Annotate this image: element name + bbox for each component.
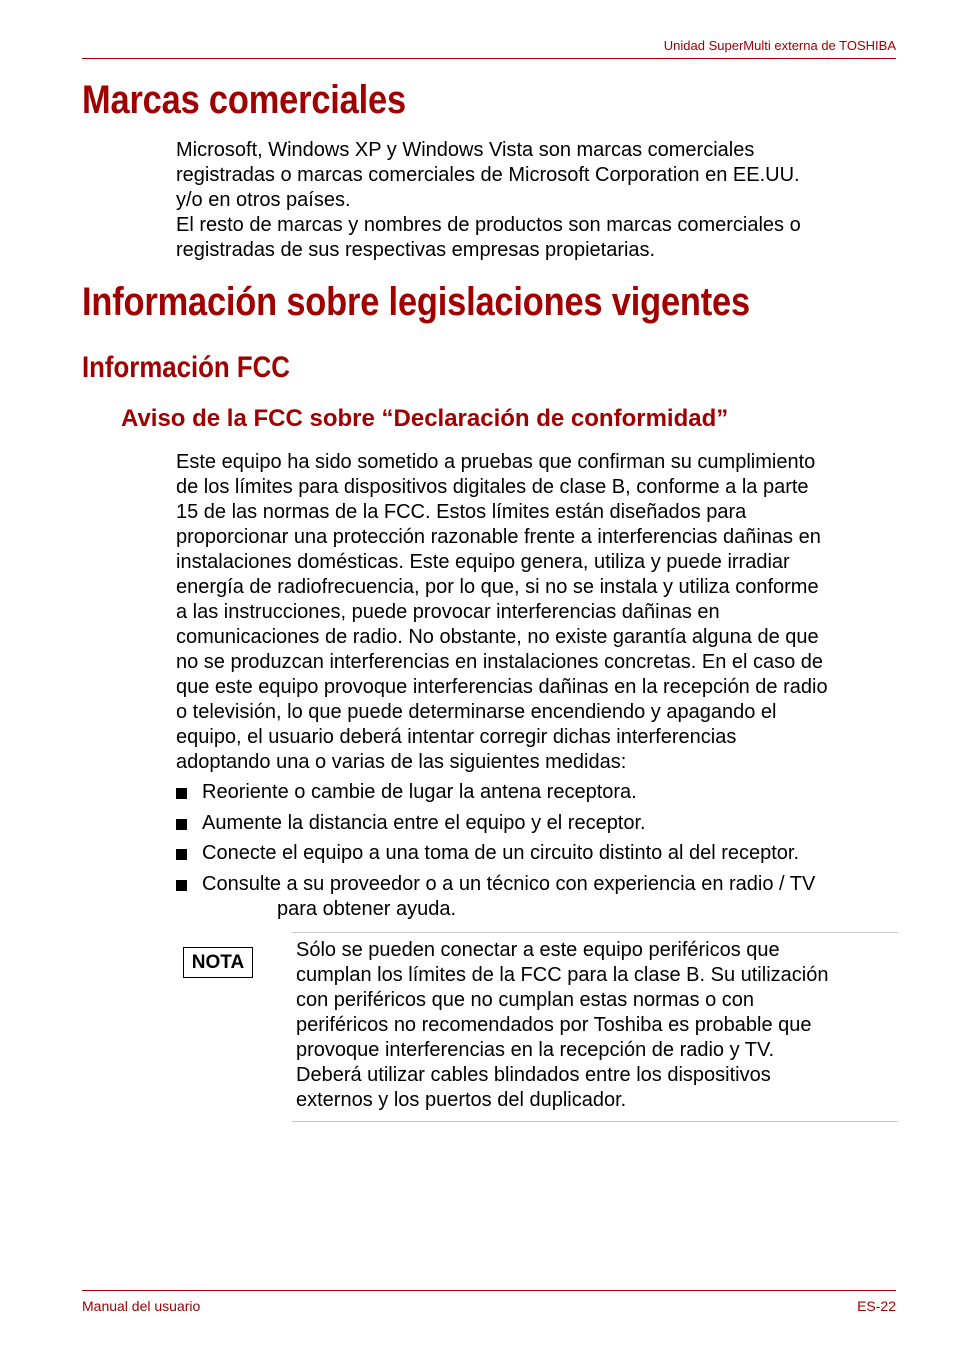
text-line: provoque interferencias en la recepción de radio y TV. — [296, 1039, 775, 1061]
text-line: de los límites para dispositivos digitales de clase B, conforme a la parte — [176, 476, 809, 498]
subsection-title-fcc: Información FCC — [82, 351, 290, 384]
notice-title: Aviso de la FCC sobre “Declaración de conformidad” — [121, 405, 729, 432]
list-item-text: Consulte a su proveedor o a un técnico con experiencia en radio / TV — [202, 872, 816, 895]
bullet-square-icon — [176, 819, 187, 830]
bullet-square-icon — [176, 880, 187, 891]
text-line: Microsoft, Windows XP y Windows Vista son marcas comerciales — [176, 139, 755, 161]
section-title-regulatory: Información sobre legislaciones vigentes — [82, 280, 750, 324]
text-line: cumplan los límites de la FCC para la clase B. Su utilización — [296, 964, 829, 986]
text-line: externos y los puertos del duplicador. — [296, 1089, 627, 1111]
list-item-continuation: para obtener ayuda. — [277, 897, 457, 920]
note-bottom-rule — [292, 1121, 898, 1122]
list-item-text: Conecte el equipo a una toma de un circuito distinto al del receptor. — [202, 842, 800, 864]
trademarks-paragraph — [176, 138, 898, 263]
text-line: periféricos no recomendados por Toshiba es probable que — [296, 1014, 812, 1036]
text-line: no se produzcan interferencias en instalaciones concretas. En el caso de — [176, 651, 824, 673]
measures-list — [174, 780, 898, 927]
page-footer — [82, 1290, 896, 1321]
list-item-text: Aumente la distancia entre el equipo y el receptor. — [202, 811, 646, 834]
text-line: adoptando una o varias de las siguientes medidas: — [176, 751, 627, 773]
note-top-rule — [292, 932, 898, 933]
running-title: Unidad SuperMulti externa de TOSHIBA — [663, 38, 896, 53]
text-line: con periféricos que no cumplan estas normas o con — [296, 989, 755, 1011]
text-line: 15 de las normas de la FCC. Estos límites están diseñados para — [176, 501, 747, 523]
list-item — [174, 780, 898, 805]
text-line: energía de radiofrecuencia, por lo que, si no se instala y utiliza conforme — [176, 576, 819, 598]
list-item-text: Reoriente o cambie de lugar la antena receptora. — [202, 781, 637, 803]
text-line: a las instrucciones, puede provocar interferencias dañinas en — [176, 601, 720, 623]
text-line: equipo, el usuario deberá intentar corregir dichas interferencias — [176, 726, 737, 748]
text-line: instalaciones domésticas. Este equipo genera, utiliza y puede irradiar — [176, 551, 790, 573]
note-text — [296, 938, 896, 1113]
text-line: Deberá utilizar cables blindados entre los dispositivos — [296, 1064, 771, 1086]
bullet-square-icon — [176, 788, 187, 799]
text-line: registradas de sus respectivas empresas propietarias. — [176, 239, 656, 261]
text-line: registradas o marcas comerciales de Microsoft Corporation en EE.UU. — [176, 164, 800, 186]
footer-manual-title: Manual del usuario — [82, 1298, 201, 1314]
text-line: El resto de marcas y nombres de productos son marcas comerciales o — [176, 214, 801, 236]
page-header — [82, 36, 896, 59]
bullet-square-icon — [176, 849, 187, 860]
text-line: o televisión, lo que puede determinarse encendiendo y apagando el — [176, 701, 777, 723]
list-item — [174, 811, 898, 836]
page-number: ES-22 — [857, 1298, 896, 1314]
text-line: y/o en otros países. — [176, 189, 351, 211]
section-title-trademarks: Marcas comerciales — [82, 78, 406, 122]
fcc-paragraph — [176, 450, 898, 775]
note-label: NOTA — [183, 947, 253, 978]
list-item — [174, 872, 898, 922]
text-line: que este equipo provoque interferencias dañinas en la recepción de radio — [176, 676, 828, 698]
text-line: Este equipo ha sido sometido a pruebas que confirman su cumplimiento — [176, 451, 816, 473]
text-line: proporcionar una protección razonable frente a interferencias dañinas en — [176, 526, 821, 548]
list-item — [174, 841, 898, 866]
text-line: Sólo se pueden conectar a este equipo periféricos que — [296, 939, 780, 961]
text-line: comunicaciones de radio. No obstante, no existe garantía alguna de que — [176, 626, 819, 648]
